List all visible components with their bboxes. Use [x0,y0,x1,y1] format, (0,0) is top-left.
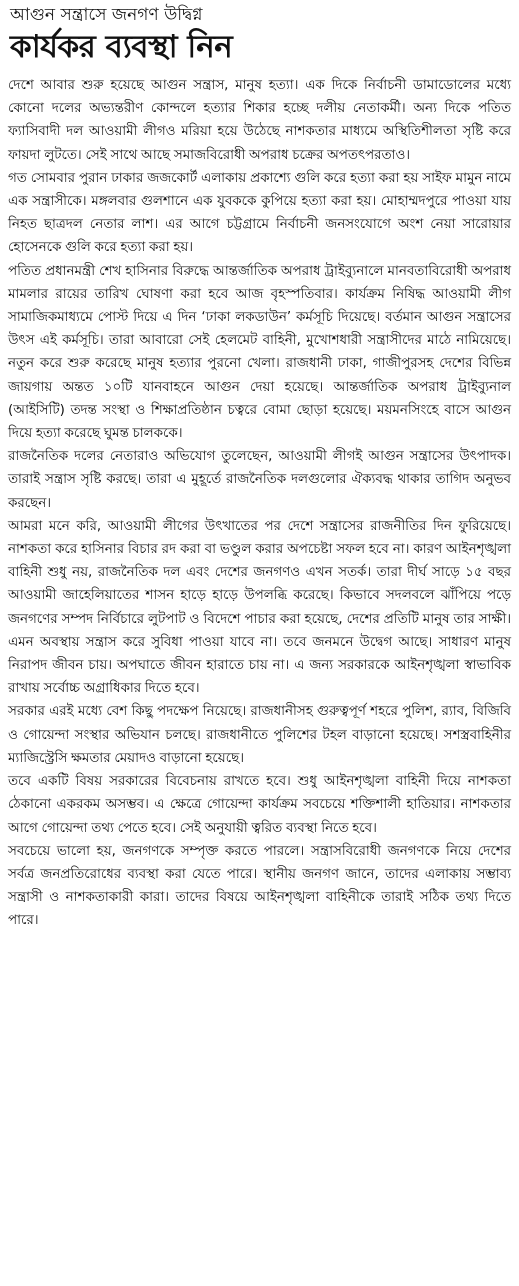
article-paragraph: আমরা মনে করি, আওয়ামী লীগের উৎখাতের পর দেশে সন্ত্রাসের রাজনীতির দিন ফুরিয়েছে। নাশকতা করে হাসিনার বিচার রদ করা বা ভণ্ডুল করার অপচেষ্টা সফল হবে না। কারণ আইনশৃঙ্খলা বাহিনী শুধু নয়, রাজনৈতিক দল এবং দেশের জনগণও এখন সতর্ক। তারা দীর্ঘ সাড়ে ১৫ বছর আওয়ামী জাহেলিয়াতের শাসন হাড়ে হাড়ে উপলব্ধি করেছে। কিভাবে সদলবলে ঝাঁপিয়ে পড়ে জনগণের সম্পদ নির্বিচারে লুটপাট ও বিদেশে পাচার করা হয়েছে, দেশের প্রতিটি মানুষ তার সাক্ষী। এমন অবস্থায় সন্ত্রাস করে সুবিধা পাওয়া যাবে না। তবে জনমনে উদ্বেগ আছে। সাধারণ মানুষ নিরাপদ জীবন চায়। অপঘাতে জীবন হারাতে চায় না। এ জন্য সরকারকে আইনশৃঙ্খলা স্বাভাবিক রাখায় সর্বোচ্চ অগ্রাধিকার দিতে হবে। [8,518,511,697]
article-subheadline: আগুন সন্ত্রাসে জনগণ উদ্বিগ্ন [10,5,203,25]
article-paragraph: পতিত প্রধানমন্ত্রী শেখ হাসিনার বিরুদ্ধে আন্তর্জাতিক অপরাধ ট্রাইব্যুনালে মানবতাবিরোধী অপরাধ মামলার রায়ের তারিখ ঘোষণা করা হবে আজ বৃহস্পতিবার। কার্যক্রম নিষিদ্ধ আওয়ামী লীগ সামাজিকমাধ্যমে পোস্ট দিয়ে এ দিন ‘ঢাকা লকডাউন’ কর্মসূচি দিয়েছে। বর্তমান আগুন সন্ত্রাসের উৎস এই কর্মসূচি। তারা আবারো সেই হেলমেট বাহিনী, মুখোশধারী সন্ত্রাসীদের মাঠে নামিয়েছে। নতুন করে শুরু করেছে মানুষ হত্যার পুরনো খেলা। রাজধানী ঢাকা, গাজীপুরসহ দেশের বিভিন্ন জায়গায় অন্তত ১০টি যানবাহনে আগুন দেয়া হয়েছে। আন্তর্জাতিক অপরাধ ট্রাইব্যুনাল (আইসিটি) তদন্ত সংস্থা ও শিক্ষাপ্রতিষ্ঠান চত্বরে বোমা ছোড়া হয়েছে। ময়মনসিংহে বাসে আগুন দিয়ে হত্যা করেছে ঘুমন্ত চালককে। [8,263,511,442]
article-body [8,74,511,933]
article-paragraph: সরকার এরই মধ্যে বেশ কিছু পদক্ষেপ নিয়েছে। রাজধানীসহ গুরুত্বপূর্ণ শহরে পুলিশ, র‌্যাব, বিজিবি ও গোয়েন্দা সংস্থার অভিযান চলছে। রাজধানীতে পুলিশের টহল বাড়ানো হয়েছে। সশস্ত্রবাহিনীর ম্যাজিস্ট্রেসি ক্ষমতার মেয়াদও বাড়ানো হয়েছে। [8,704,511,766]
article-paragraph: তবে একটি বিষয় সরকারের বিবেচনায় রাখতে হবে। শুধু আইনশৃঙ্খলা বাহিনী দিয়ে নাশকতা ঠেকানো একরকম অসম্ভব। এ ক্ষেত্রে গোয়েন্দা কার্যক্রম সবচেয়ে শক্তিশালী হাতিয়ার। নাশকতার আগে গোয়েন্দা তথ্য পেতে হবে। সেই অনুযায়ী ত্বরিত ব্যবস্থা নিতে হবে। [8,774,511,836]
article-paragraph: সবচেয়ে ভালো হয়, জনগণকে সম্পৃক্ত করতে পারলে। সন্ত্রাসবিরোধী জনগণকে নিয়ে দেশের সর্বত্র জনপ্রতিরোধের ব্যবস্থা করা যেতে পারে। স্থানীয় জনগণ জানে, তাদের এলাকায় সম্ভাব্য সন্ত্রাসী ও নাশকতাকারী কারা। তাদের বিষয়ে আইনশৃঙ্খলা বাহিনীকে তারাই সঠিক তথ্য দিতে পারে। [8,843,511,929]
article-headline: কার্যকর ব্যবস্থা নিন [10,29,233,65]
article-paragraph: রাজনৈতিক দলের নেতারাও অভিযোগ তুলেছেন, আওয়ামী লীগই আগুন সন্ত্রাসের উৎপাদক। তারাই সন্ত্রাস সৃষ্টি করছে। তারা এ মুহূর্তে রাজনৈতিক দলগুলোর ঐক্যবদ্ধ থাকার তাগিদ অনুভব করছেন। [8,449,511,511]
article-paragraph: গত সোমবার পুরান ঢাকার জজকোর্ট এলাকায় প্রকাশ্যে গুলি করে হত্যা করা হয় সাইফ মামুন নামে এক সন্ত্রাসীকে। মঙ্গলবার গুলশানে এক যুবককে কুপিয়ে হত্যা করা হয়। মোহাম্মদপুরে পাওয়া যায় নিহত ছাত্রদল নেতার লাশ। এর আগে চট্টগ্রামে নির্বাচনী জনসংযোগে অংশ নেয়া সারোয়ার হোসেনকে গুলি করে হত্যা করা হয়। [8,170,511,256]
article-paragraph: দেশে আবার শুরু হয়েছে আগুন সন্ত্রাস, মানুষ হত্যা। এক দিকে নির্বাচনী ডামাডোলের মধ্যে কোনো দলের অভ্যন্তরীণ কোন্দলে হত্যার শিকার হচ্ছে দলীয় নেতাকর্মী। অন্য দিকে পতিত ফ্যাসিবাদী দল আওয়ামী লীগও মরিয়া হয়ে উঠেছে নাশকতার মাধ্যমে অস্থিতিশীলতা সৃষ্টি করে ফায়দা লুটতে। সেই সাথে আছে সমাজবিরোধী অপরাধ চক্রের অপতৎপরতাও। [8,78,511,163]
